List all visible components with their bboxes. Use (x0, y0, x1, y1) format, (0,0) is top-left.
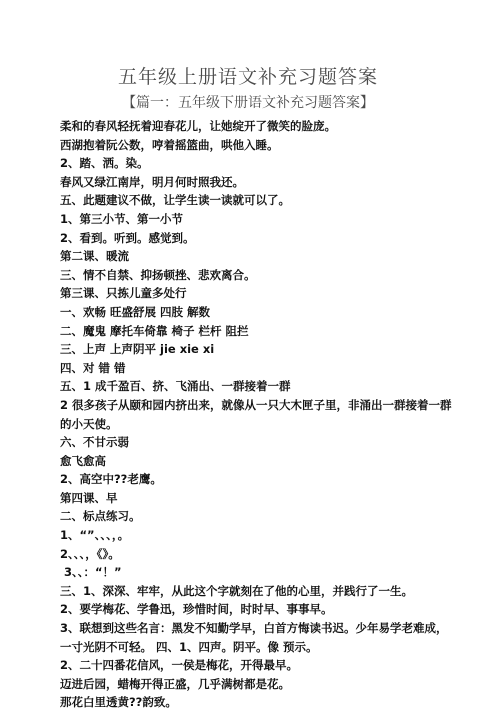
text-line: 2、踏、洒。染。 (60, 156, 149, 171)
text-paragraph: 三、1、深深、牢牢，从此这个字就刻在了他的心里，并践行了一生。 (60, 583, 413, 598)
text-line: 三、上声 上声阴平 jie xie xi (60, 342, 215, 357)
text-line: 二、标点练习。 (60, 509, 141, 524)
document-title: 五年级上册语文补充习题答案 (117, 66, 378, 88)
text-line: 三、情不自禁、抑扬顿挫、悲欢离合。 (60, 267, 256, 282)
text-line: 第四课、早 (60, 490, 118, 505)
text-line: 愈飞愈高 (60, 453, 106, 468)
text-line: 2、二十四番花信风，一侯是梅花，开得最早。 (60, 658, 298, 673)
document-body (60, 117, 456, 712)
text-line: 2、高空中??老鹰。 (60, 472, 162, 487)
text-line: 柔和的春风轻抚着迎春花儿，让她绽开了微笑的脸庞。 (60, 119, 336, 133)
document-subtitle: 【篇一：五年级下册语文补充习题答案】 (122, 95, 374, 111)
text-line: 六、不甘示弱 (60, 435, 129, 450)
text-line: 第二课、暖流 (60, 249, 129, 264)
text-paragraph: 2 很多孩子从颐和园内挤出来，就像从一只大木匣子里，非涌出一群接着一群的小天使。 (60, 397, 452, 431)
text-line: 2、要学梅花、学鲁迅，珍惜时间，时时早、事事早。 (60, 602, 333, 617)
text-line: 五、此题建议不做，让学生读一读就可以了。 (60, 193, 290, 208)
text-line: 西湖抱着阮公数，哼着摇篮曲，哄他入睡。 (60, 137, 279, 152)
text-line: 五、1 成千盈百、挤、飞涌出、一群接着一群 (60, 379, 291, 394)
text-line: 那花白里透黄??韵致。 (60, 695, 177, 710)
text-line: 2、看到。听到。感觉到。 (60, 230, 195, 245)
text-line: 四、对 错 错 (60, 360, 126, 375)
text-line: 1、“”、、、，。 (60, 528, 130, 543)
text-line: 1、第三小节、第一小节 (60, 211, 184, 226)
text-line: 一、欢畅 旺盛舒展 四肢 解数 (60, 304, 211, 319)
text-line: 2、、、，《》。 (60, 546, 120, 561)
text-line: 迈进后园，蜡梅开得正盛，几乎满树都是花。 (60, 676, 290, 691)
text-line: 3、、：“！” (64, 565, 122, 580)
text-paragraph: 3、联想到这些名言：黑发不知勤学早，白首方悔读书迟。少年易学老难成，一寸光阴不可轻。 四、1、四声。阴平。像 预示。 (60, 621, 448, 654)
text-line: 春风又绿江南岸，明月何时照我还。 (60, 174, 244, 189)
text-line: 第三课、只拣儿童多处行 (60, 286, 187, 301)
text-line: 二、魔鬼 摩托车倚靠 椅子 栏杆 阻拦 (60, 323, 249, 338)
